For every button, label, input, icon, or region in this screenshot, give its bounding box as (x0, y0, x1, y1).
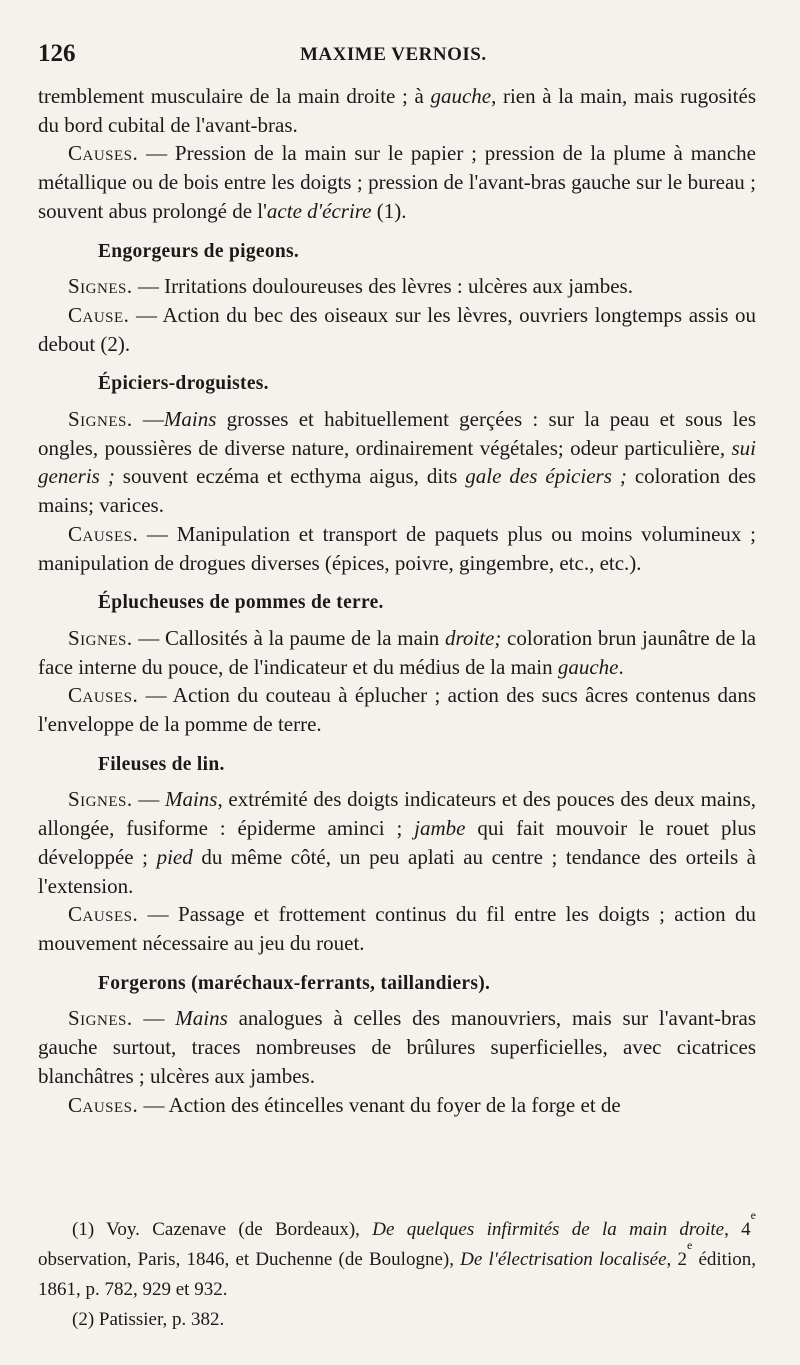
eplucheuses-signes: Signes. — Callosités à la paume de la main droite; coloration brun jaunâtre de la face interne du pouce, de l'indicateur et du médius de la main gauche. (38, 625, 757, 679)
fileuses-signes: Signes. — Mains, extrémité des doigts indicateurs et des pouces des deux mains, allongée, fusiforme : épiderme aminci ; jambe qui fait mouvoir le rouet plus développée ; pied du même côté, un peu aplati au centre ; tendance des orteils à l'extension. (38, 787, 757, 898)
footnotes (38, 1208, 756, 1335)
section-title-fileuses: Fileuses de lin. (98, 753, 225, 775)
pigeons-signes: Signes. — Irritations douloureuses des lèvres : ulcères aux jambes. (68, 274, 633, 299)
forgerons-causes: Causes. — Action des étincelles venant du foyer de la forge et de (68, 1092, 621, 1117)
footnote-1: (1) Voy. Cazenave (de Bordeaux), De quelques infirmités de la main droite, 4e observation, Paris, 1846, et Duchenne (de Boulogne), De l'électrisation localisée, 2e édition, 1861, p. 782, 929 et 932. (38, 1208, 756, 1300)
pigeons-cause: Cause. — Action du bec des oiseaux sur les lèvres, ouvriers longtemps assis ou debout (2). (38, 302, 756, 356)
section-title-epiciers: Épiciers-droguistes. (98, 373, 269, 395)
footnote-2: (2) Patissier, p. 382. (72, 1309, 225, 1330)
body-text (38, 82, 756, 1119)
section-title-eplucheuses: Éplucheuses de pommes de terre. (98, 592, 384, 614)
opening-paragraph: tremblement musculaire de la main droite ; à gauche, rien à la main, mais rugosités du bord cubital de l'avant-bras. (38, 84, 756, 137)
section-title-forgerons: Forgerons (maréchaux-ferrants, taillandiers). (98, 972, 491, 994)
fileuses-causes: Causes. — Passage et frottement continus du fil entre les doigts ; action du mouvement nécessaire au jeu du rouet. (38, 902, 756, 955)
eplucheuses-causes: Causes. — Action du couteau à éplucher ; action des sucs âcres contenus dans l'enveloppe de la pomme de terre. (38, 683, 756, 737)
section-title-pigeons: Engorgeurs de pigeons. (98, 240, 300, 262)
epiciers-causes: Causes. — Manipulation et transport de paquets plus ou moins volumineux ; manipulation de drogues diverses (épices, poivre, gingembre, etc., etc.). (38, 521, 756, 575)
page-header (38, 32, 756, 82)
opening-causes: Causes. — Pression de la main sur le papier ; pression de la plume à manche métallique ou de bois entre les doigts ; pression de l'avant-bras gauche sur le bureau ; souvent abus prolongé de l'acte d'écrire (1). (38, 141, 756, 223)
page-number: 126 (38, 40, 76, 67)
epiciers-signes: Signes. —Mains grosses et habituellement gerçées : sur la peau et sous les ongles, poussières de diverse nature, ordinairement végétales; odeur particulière, sui generis ; souvent eczéma et ecthyma aigus, dits gale des épiciers ; coloration des mains; varices. (38, 407, 757, 518)
running-head: MAXIME VERNOIS. (300, 44, 487, 65)
forgerons-signes: Signes. — Mains analogues à celles des manouvriers, mais sur l'avant-bras gauche surtout, traces nombreuses de brûlures superficielles, avec cicatrices blanchâtres ; ulcères aux jambes. (38, 1006, 756, 1088)
